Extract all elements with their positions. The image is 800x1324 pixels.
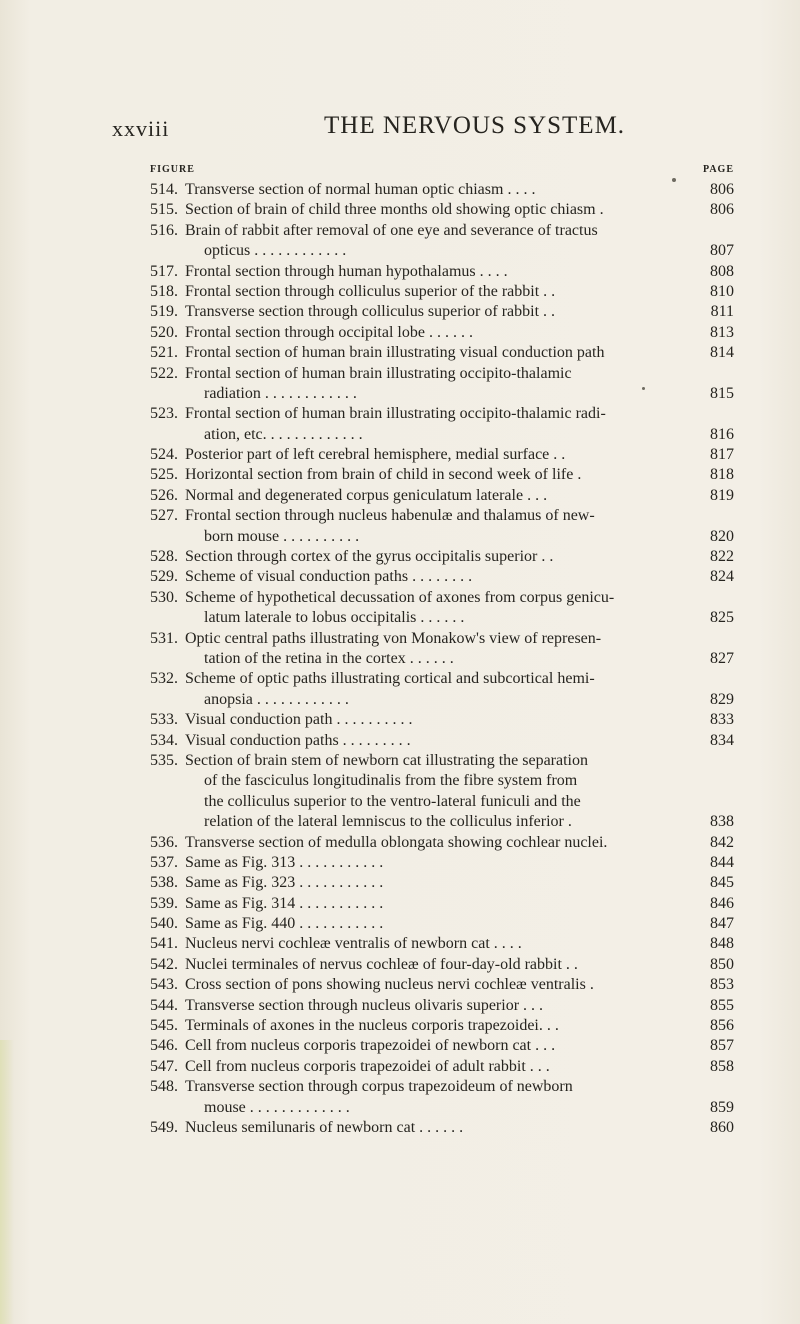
entry-line (150, 323, 734, 343)
figure-caption: Brain of rabbit after removal of one eye and severance of tractus (185, 221, 598, 239)
figure-entry (150, 282, 734, 302)
entry-line (150, 690, 734, 710)
figure-caption: Transverse section of medulla oblongata showing cochlear nuclei. (185, 833, 608, 851)
column-headings (150, 164, 734, 178)
figure-caption: Frontal section of human brain illustrating occipito-thalamic radi- (185, 405, 606, 423)
figure-caption: Horizontal section from brain of child in second week of life . (185, 466, 582, 484)
entry-line (150, 262, 734, 282)
page-reference: 847 (710, 915, 734, 933)
figure-number: 530. (150, 588, 178, 606)
figure-caption: Posterior part of left cerebral hemisphere, medial surface . . (185, 446, 566, 464)
figure-number: 527. (150, 507, 178, 525)
figure-entry (150, 975, 734, 995)
entry-line (150, 1098, 734, 1118)
figure-caption: Scheme of optic paths illustrating cortical and subcortical hemi- (185, 670, 595, 688)
figure-number: 524. (150, 446, 178, 464)
entry-line (150, 771, 734, 791)
figure-number: 546. (150, 1037, 178, 1055)
figure-entry (150, 221, 734, 262)
figure-caption: Same as Fig. 313 . . . . . . . . . . . (185, 853, 384, 871)
page-reference: 845 (710, 874, 734, 892)
figure-number: 544. (150, 996, 178, 1014)
page-reference: 816 (710, 425, 734, 443)
page-reference: 815 (710, 384, 734, 402)
page-reference: 820 (710, 527, 734, 545)
entry-line (150, 384, 734, 404)
figure-number: 540. (150, 915, 178, 933)
figure-number: 549. (150, 1118, 178, 1136)
figure-number: 515. (150, 201, 178, 219)
figure-caption: tation of the retina in the cortex . . . . . . (204, 649, 454, 667)
figure-caption: relation of the lateral lemniscus to the colliculus inferior . (204, 813, 572, 831)
entry-line (150, 282, 734, 302)
figure-entry (150, 996, 734, 1016)
figure-caption: Section of brain stem of newborn cat illustrating the separation (185, 751, 588, 769)
entry-line (150, 731, 734, 751)
page-reference: 819 (710, 486, 734, 504)
figure-caption: Visual conduction path . . . . . . . . . . (185, 711, 413, 729)
ink-speck (672, 178, 676, 182)
figure-number: 545. (150, 1017, 178, 1035)
entry-line (150, 1057, 734, 1077)
figure-number: 537. (150, 853, 178, 871)
figure-caption: Terminals of axones in the nucleus corporis trapezoidei. . . (185, 1017, 559, 1035)
running-title: THE NERVOUS SYSTEM. (324, 112, 626, 139)
figure-number: 548. (150, 1078, 178, 1096)
figure-number: 542. (150, 955, 178, 973)
figure-caption: Section of brain of child three months old showing optic chiasm . (185, 201, 604, 219)
figure-entry (150, 629, 734, 670)
figure-caption: Scheme of visual conduction paths . . . . . . . . (185, 568, 473, 586)
page-reference: 829 (710, 690, 734, 708)
figure-entry (150, 547, 734, 567)
figure-caption: Nucleus nervi cochleæ ventralis of newborn cat . . . . (185, 935, 522, 953)
page-header (112, 112, 712, 148)
figure-entry (150, 934, 734, 954)
page-reference: 855 (710, 996, 734, 1014)
figure-entry (150, 465, 734, 485)
figure-caption: Cross section of pons showing nucleus nervi cochleæ ventralis . (185, 976, 594, 994)
entry-line (150, 955, 734, 975)
page-reference: 810 (710, 282, 734, 300)
entry-line (150, 629, 734, 649)
page-reference: 824 (710, 568, 734, 586)
page-reference: 813 (710, 323, 734, 341)
entry-line (150, 180, 734, 200)
figure-column-heading: FIGURE (150, 164, 195, 175)
figure-entry (150, 262, 734, 282)
figure-number: 538. (150, 874, 178, 892)
page-reference: 856 (710, 1017, 734, 1035)
figure-caption: the colliculus superior to the ventro-lateral funiculi and the (204, 792, 581, 810)
figure-entry (150, 1057, 734, 1077)
page-reference: 860 (710, 1118, 734, 1136)
figure-entry (150, 1118, 734, 1138)
figure-caption: latum laterale to lobus occipitalis . . . . . . (204, 609, 465, 627)
entry-line (150, 486, 734, 506)
page-column-heading: PAGE (702, 164, 734, 175)
entry-line (150, 914, 734, 934)
figure-entry (150, 567, 734, 587)
figure-entry (150, 955, 734, 975)
figure-entry (150, 914, 734, 934)
figure-caption: Cell from nucleus corporis trapezoidei of adult rabbit . . . (185, 1057, 550, 1075)
figure-entry (150, 731, 734, 751)
figure-entry (150, 343, 734, 363)
page-edge-stain (0, 1040, 14, 1324)
entry-line (150, 200, 734, 220)
entry-line (150, 506, 734, 526)
entry-line (150, 588, 734, 608)
figure-entry (150, 1016, 734, 1036)
figure-list (150, 180, 734, 1138)
figure-caption: anopsia . . . . . . . . . . . . (204, 690, 349, 708)
figure-caption: Visual conduction paths . . . . . . . . . (185, 731, 411, 749)
entry-line (150, 302, 734, 322)
figure-entry (150, 404, 734, 445)
page-reference: 807 (710, 242, 734, 260)
entry-line (150, 567, 734, 587)
figure-caption: Same as Fig. 314 . . . . . . . . . . . (185, 894, 384, 912)
entry-line (150, 343, 734, 363)
figure-number: 536. (150, 833, 178, 851)
figure-caption: opticus . . . . . . . . . . . . (204, 242, 347, 260)
figure-entry (150, 364, 734, 405)
figure-caption: Transverse section of normal human optic chiasm . . . . (185, 181, 536, 198)
figure-number: 535. (150, 751, 178, 769)
figure-caption: Frontal section through occipital lobe . . . . . . (185, 323, 473, 341)
entry-line (150, 894, 734, 914)
figure-caption: radiation . . . . . . . . . . . . (204, 384, 357, 402)
figure-number: 528. (150, 548, 178, 566)
figure-number: 521. (150, 344, 178, 362)
figure-caption: Frontal section through colliculus superior of the rabbit . . (185, 282, 556, 300)
figure-number: 539. (150, 894, 178, 912)
figure-caption: Optic central paths illustrating von Monakow's view of represen- (185, 629, 602, 647)
figure-caption: Transverse section through corpus trapezoideum of newborn (185, 1078, 573, 1096)
entry-line (150, 465, 734, 485)
page-reference: 853 (710, 976, 734, 994)
entry-line (150, 608, 734, 628)
figure-number: 520. (150, 323, 178, 341)
entry-line (150, 975, 734, 995)
entry-line (150, 364, 734, 384)
figure-caption: of the fasciculus longitudinalis from the fibre system from (204, 772, 578, 790)
entry-line (150, 833, 734, 853)
figure-number: 543. (150, 976, 178, 994)
page-reference: 844 (710, 853, 734, 871)
figure-caption: ation, etc. . . . . . . . . . . . . (204, 425, 363, 443)
figure-entry (150, 323, 734, 343)
figure-number: 531. (150, 629, 178, 647)
entry-line (150, 425, 734, 445)
figure-caption: Cell from nucleus corporis trapezoidei of newborn cat . . . (185, 1037, 556, 1055)
figure-caption: Transverse section through colliculus superior of rabbit . . (185, 303, 556, 321)
page-reference: 859 (710, 1098, 734, 1116)
figure-number: 534. (150, 731, 178, 749)
entry-line (150, 547, 734, 567)
entry-line (150, 934, 734, 954)
entry-line (150, 996, 734, 1016)
entry-line (150, 812, 734, 832)
page-reference: 858 (710, 1057, 734, 1075)
page-reference: 834 (710, 731, 734, 749)
figure-number: 514. (150, 181, 178, 198)
figure-caption: Section through cortex of the gyrus occipitalis superior . . (185, 548, 554, 566)
entry-line (150, 1036, 734, 1056)
entry-line (150, 1118, 734, 1138)
figure-number: 533. (150, 711, 178, 729)
figure-caption: Frontal section through nucleus habenulæ and thalamus of new- (185, 507, 595, 525)
entry-line (150, 710, 734, 730)
figure-entry (150, 669, 734, 710)
figure-number: 525. (150, 466, 178, 484)
figure-entry (150, 588, 734, 629)
entry-line (150, 751, 734, 771)
page-reference: 814 (710, 344, 734, 362)
figure-entry (150, 894, 734, 914)
entry-line (150, 445, 734, 465)
figure-entry (150, 486, 734, 506)
page-reference: 838 (710, 813, 734, 831)
page-number: xxviii (112, 116, 170, 141)
figure-entry (150, 506, 734, 547)
figure-entry (150, 302, 734, 322)
entry-line (150, 1016, 734, 1036)
page-reference: 806 (710, 201, 734, 219)
figure-entry (150, 1077, 734, 1118)
page-reference: 811 (710, 303, 734, 321)
figure-caption: Normal and degenerated corpus geniculatum laterale . . . (185, 486, 548, 504)
figure-entry (150, 200, 734, 220)
figure-caption: mouse . . . . . . . . . . . . . (204, 1098, 350, 1116)
figure-entry (150, 853, 734, 873)
entry-line (150, 1077, 734, 1097)
entry-line (150, 853, 734, 873)
figure-number: 526. (150, 486, 178, 504)
figure-caption: Frontal section of human brain illustrating visual conduction path (185, 344, 605, 362)
page-reference: 850 (710, 955, 734, 973)
entry-line (150, 221, 734, 241)
page-reference: 833 (710, 711, 734, 729)
figure-caption: Same as Fig. 323 . . . . . . . . . . . (185, 874, 384, 892)
figure-number: 547. (150, 1057, 178, 1075)
ink-speck (642, 387, 645, 390)
figure-number: 532. (150, 670, 178, 688)
figure-caption: Scheme of hypothetical decussation of axones from corpus genicu- (185, 588, 615, 606)
page-reference: 827 (710, 649, 734, 667)
figure-caption: Transverse section through nucleus olivaris superior . . . (185, 996, 544, 1014)
figure-number: 522. (150, 364, 178, 382)
page-reference: 846 (710, 894, 734, 912)
figure-entry (150, 710, 734, 730)
figure-number: 518. (150, 282, 178, 300)
figure-number: 519. (150, 303, 178, 321)
page-reference: 848 (710, 935, 734, 953)
page-reference: 822 (710, 548, 734, 566)
figure-number: 523. (150, 405, 178, 423)
figure-entry (150, 751, 734, 833)
figure-number: 529. (150, 568, 178, 586)
figure-entry (150, 833, 734, 853)
figure-caption: Frontal section through human hypothalamus . . . . (185, 262, 508, 280)
figure-caption: Nucleus semilunaris of newborn cat . . . . . . (185, 1118, 464, 1136)
figure-caption: Frontal section of human brain illustrating occipito-thalamic (185, 364, 572, 382)
page-reference: 857 (710, 1037, 734, 1055)
entry-line (150, 527, 734, 547)
page-reference: 808 (710, 262, 734, 280)
page-reference: 825 (710, 609, 734, 627)
figure-entry (150, 873, 734, 893)
entry-line (150, 873, 734, 893)
entry-line (150, 669, 734, 689)
page-reference: 817 (710, 446, 734, 464)
figure-number: 541. (150, 935, 178, 953)
figure-entry (150, 445, 734, 465)
page-reference: 818 (710, 466, 734, 484)
figure-caption: born mouse . . . . . . . . . . (204, 527, 360, 545)
figure-number: 517. (150, 262, 178, 280)
figure-caption: Same as Fig. 440 . . . . . . . . . . . (185, 915, 384, 933)
figure-number: 516. (150, 221, 178, 239)
page-reference: 806 (710, 181, 734, 198)
entry-line (150, 241, 734, 261)
entry-line (150, 404, 734, 424)
figure-entry (150, 1036, 734, 1056)
figure-caption: Nuclei terminales of nervus cochleæ of four-day-old rabbit . . (185, 955, 578, 973)
entry-line (150, 792, 734, 812)
figure-entry (150, 180, 734, 200)
page-reference: 842 (710, 833, 734, 851)
entry-line (150, 649, 734, 669)
